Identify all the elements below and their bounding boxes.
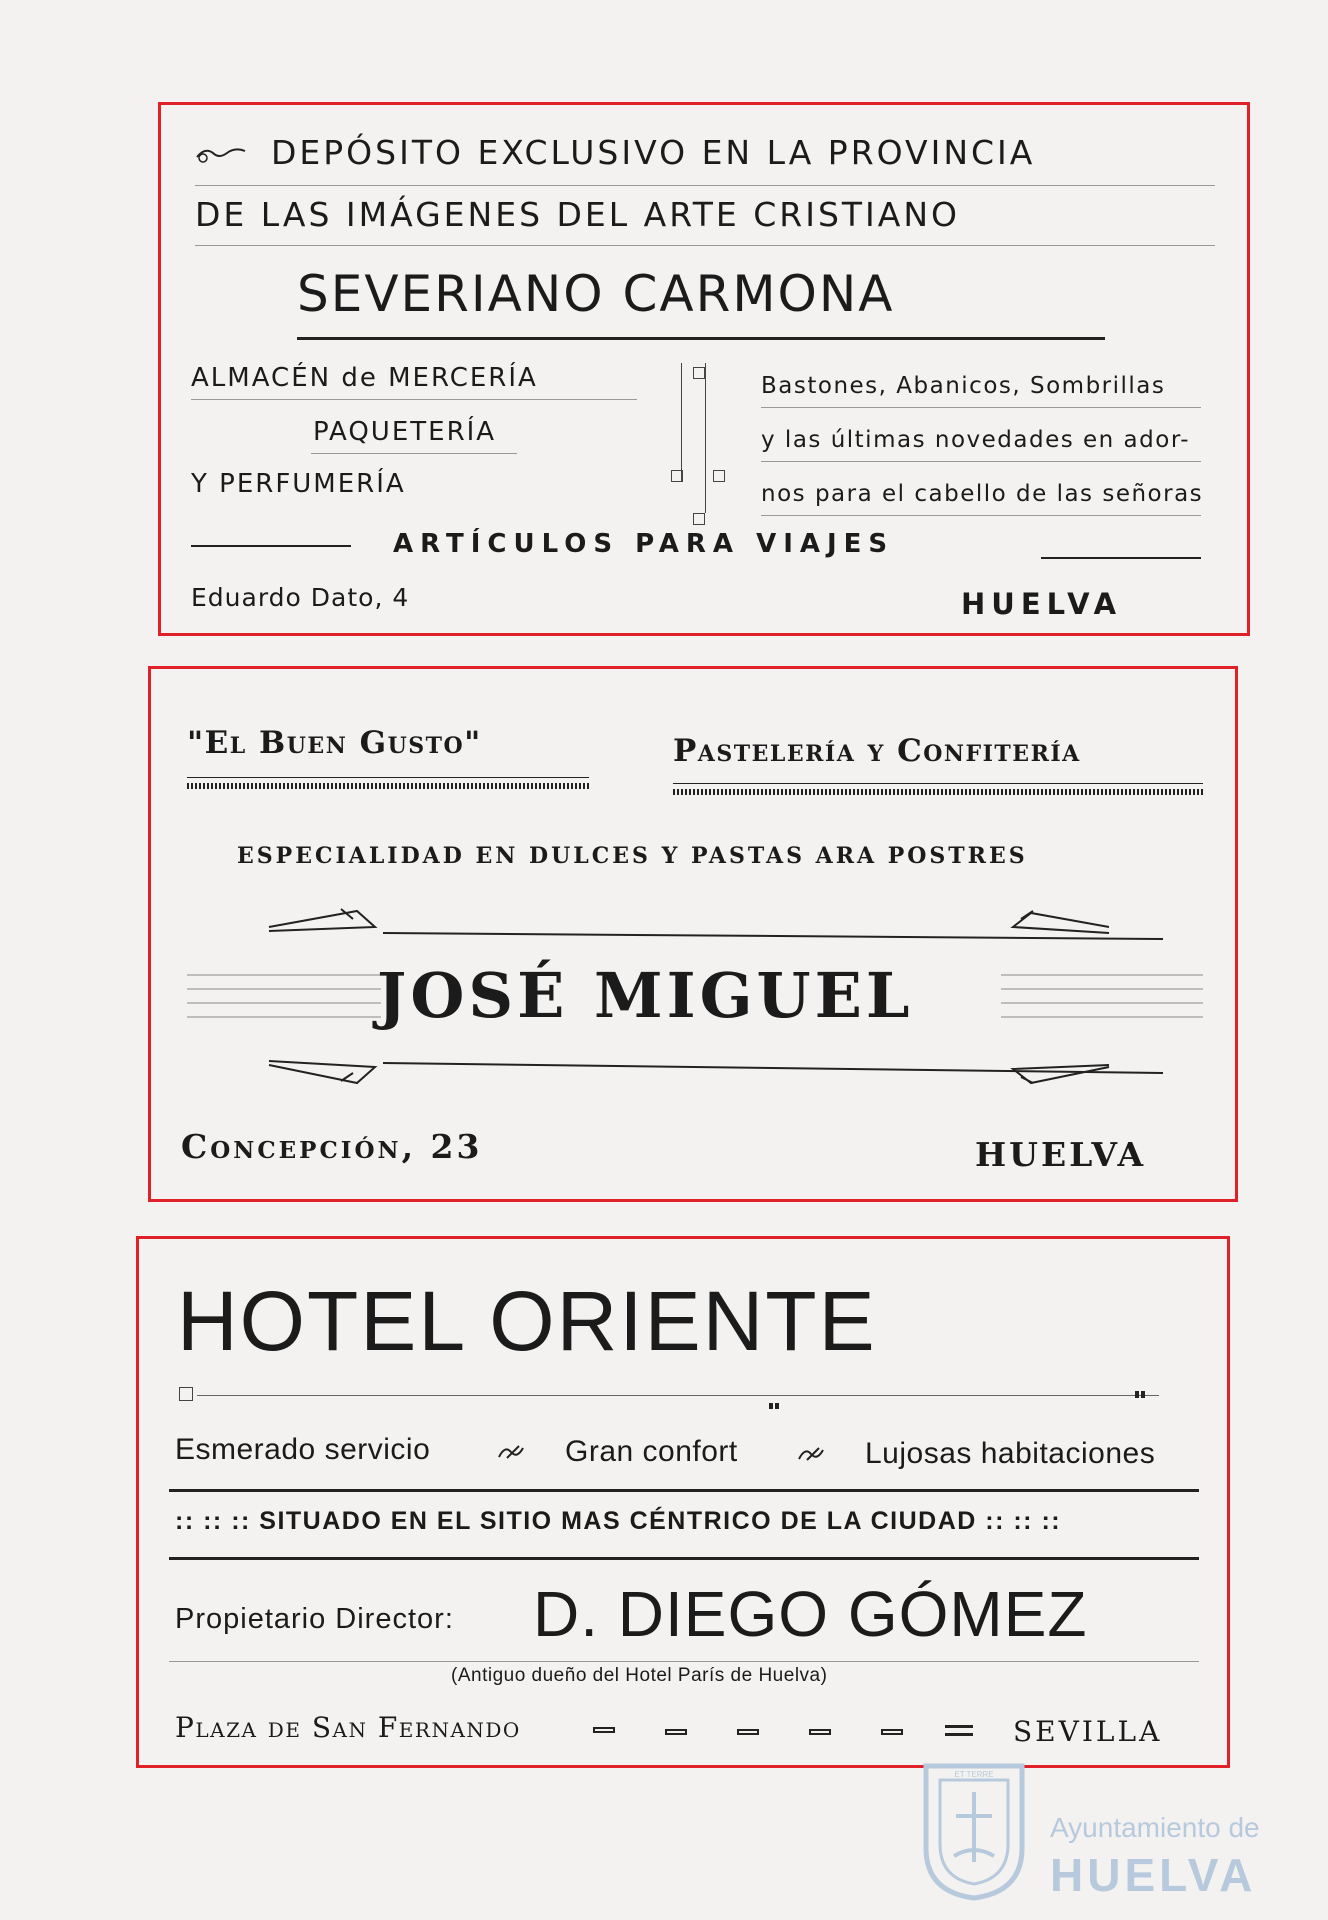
ad-jose-miguel	[148, 666, 1238, 1202]
ad3-location: :: :: :: SITUADO EN EL SITIO MAS CÉNTRICO DE LA CIUDAD :: :: ::	[175, 1507, 1062, 1535]
ad3-feature-1: Esmerado servicio	[175, 1433, 431, 1466]
ad3-owner: D. DIEGO GÓMEZ	[533, 1578, 1088, 1650]
ad1-name: SEVERIANO CARMONA	[297, 265, 895, 323]
huelva-shield-icon	[916, 1756, 1032, 1904]
ad1-left-1: ALMACÉN de MERCERÍA	[191, 363, 538, 393]
ad1-line1: DEPÓSITO EXCLUSIVO EN LA PROVINCIA	[271, 133, 1036, 172]
ad1-travel: ARTÍCULOS PARA VIAJES	[393, 529, 895, 559]
ad3-city: SEVILLA	[1013, 1715, 1163, 1748]
ad1-left-2: PAQUETERÍA	[313, 417, 497, 447]
ad1-city: HUELVA	[961, 587, 1123, 621]
watermark-line1: Ayuntamiento de	[1050, 1812, 1260, 1843]
ad1-left-3: Y PERFUMERÍA	[191, 469, 406, 499]
ornament-arrows	[151, 669, 1241, 1205]
ornament-divider	[681, 363, 682, 481]
ad3-title: HOTEL ORIENTE	[177, 1274, 877, 1368]
ad2-city: HUELVA	[975, 1135, 1147, 1174]
flourish-icon	[195, 145, 247, 165]
ad1-right-2: y las últimas novedades en ador-	[761, 427, 1191, 453]
ad2-type: Pastelería y Confitería	[673, 733, 1081, 769]
ad3-owner-label: Propietario Director:	[175, 1603, 454, 1635]
ad2-specialty: ESPECIALIDAD EN DULCES Y PASTAS ARA POSTRES	[237, 843, 1028, 869]
ornament-square-icon	[179, 1387, 193, 1401]
ad3-feature-3: Lujosas habitaciones	[865, 1437, 1156, 1470]
swirl-icon	[497, 1443, 529, 1461]
ad1-line2: DE LAS IMÁGENES DEL ARTE CRISTIANO	[195, 195, 961, 234]
ad-hotel-oriente	[136, 1236, 1230, 1768]
ad2-brand: "El Buen Gusto"	[187, 725, 482, 761]
ad2-address: Concepción, 23	[181, 1127, 483, 1166]
ad3-feature-2: Gran confort	[565, 1435, 738, 1468]
ad-severiano-carmona	[158, 102, 1250, 636]
watermark-line2: HUELVA	[1050, 1849, 1257, 1901]
ad1-address: Eduardo Dato, 4	[191, 583, 410, 612]
shield-text: ET TERRE	[954, 1770, 994, 1779]
ad1-right-1: Bastones, Abanicos, Sombrillas	[761, 373, 1166, 399]
ad3-note: (Antiguo dueño del Hotel París de Huelva)	[451, 1665, 828, 1686]
ad1-right-3: nos para el cabello de las señoras	[761, 481, 1204, 507]
ad3-address: Plaza de San Fernando	[175, 1711, 521, 1744]
swirl-icon	[797, 1445, 829, 1463]
ad2-name: JOSÉ MIGUEL	[377, 959, 914, 1032]
